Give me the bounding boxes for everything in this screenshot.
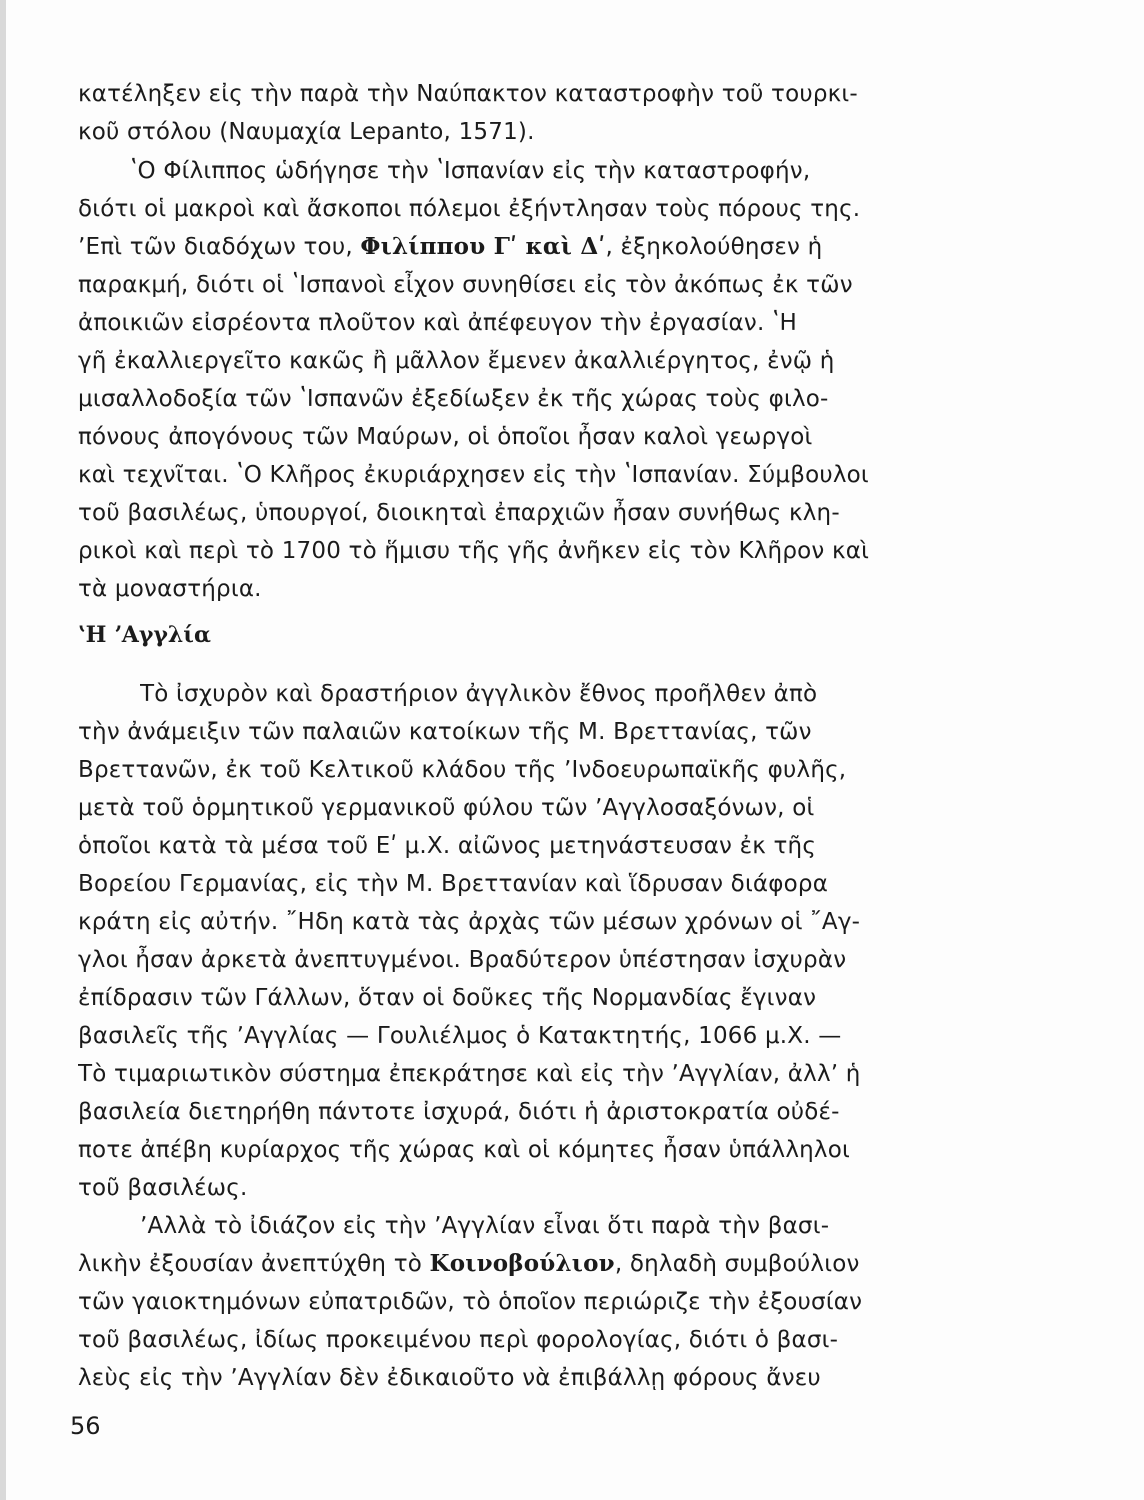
text-line: ἐπίδρασιν τῶν Γάλλων, ὅταν οἱ δοῦκες τῆς Νορμανδίας ἔγιναν	[78, 985, 817, 1011]
text-line: παρακμή, διότι οἱ ʽΙσπανοὶ εἶχον συνηθίσει εἰς τὸν ἀκόπως ἐκ τῶν	[78, 272, 853, 298]
text-line: ἀποικιῶν εἰσρέοντα πλοῦτον καὶ ἀπέφευγον τὴν ἐργασίαν. ʽΗ	[78, 310, 797, 336]
text-line: ʼΑλλὰ τὸ ἰδιάζον εἰς τὴν ʼΑγγλίαν εἶναι ὅτι παρὰ τὴν βασι-	[140, 1213, 830, 1239]
section-heading: ʽΗ ʼΑγγλία	[78, 622, 211, 648]
text-line: ὁποῖοι κατὰ τὰ μέσα τοῦ Εʹ μ.Χ. αἰῶνος μετηνάστευσαν ἐκ τῆς	[78, 833, 817, 859]
text-fragment: , δηλαδὴ συμβούλιον	[614, 1251, 860, 1277]
bold-phrase-philip: Φιλίππου Γʹ καὶ Δʹ	[360, 233, 606, 260]
text-line: καὶ τεχνῖται. ʽΟ Κλῆρος ἐκυριάρχησεν εἰς τὴν ʽΙσπανίαν. Σύμβουλοι	[78, 462, 869, 488]
page-number: 56	[70, 1412, 101, 1440]
text-line: Βρεττανῶν, ἐκ τοῦ Κελτικοῦ κλάδου τῆς ʼΙνδοευρωπαϊκῆς φυλῆς,	[78, 757, 847, 783]
text-line: βασιλεία διετηρήθη πάντοτε ἰσχυρά, διότι ἡ ἀριστοκρατία οὐδέ-	[78, 1099, 840, 1125]
text-line	[78, 1246, 938, 1282]
text-line: ποτε ἀπέβη κυρίαρχος τῆς χώρας καὶ οἱ κόμητες ἦσαν ὑπάλληλοι	[78, 1137, 850, 1163]
text-line: τὰ μοναστήρια.	[78, 576, 262, 602]
text-line: κοῦ στόλου (Ναυμαχία Lepanto, 1571).	[78, 119, 535, 145]
text-line: ρικοὶ καὶ περὶ τὸ 1700 τὸ ἥμισυ τῆς γῆς ἀνῆκεν εἰς τὸν Κλῆρον καὶ	[78, 538, 870, 564]
text-line: τοῦ βασιλέως, ὑπουργοί, διοικηταὶ ἐπαρχιῶν ἦσαν συνήθως κλη-	[78, 500, 840, 526]
text-line: τὴν ἀνάμειξιν τῶν παλαιῶν κατοίκων τῆς Μ. Βρεττανίας, τῶν	[78, 719, 812, 745]
text-line: τοῦ βασιλέως, ἰδίως προκειμένου περὶ φορολογίας, διότι ὁ βασι-	[78, 1327, 839, 1353]
text-line: λεὺς εἰς τὴν ʼΑγγλίαν δὲν ἐδικαιοῦτο νὰ ἐπιβάλλῃ φόρους ἄνευ	[78, 1365, 821, 1391]
text-line: πόνους ἀπογόνους τῶν Μαύρων, οἱ ὁποῖοι ἦσαν καλοὶ γεωργοὶ	[78, 424, 813, 450]
text-line: κατέληξεν εἰς τὴν παρὰ τὴν Ναύπακτον καταστροφὴν τοῦ τουρκι-	[78, 81, 858, 107]
text-line: μετὰ τοῦ ὁρμητικοῦ γερμανικοῦ φύλου τῶν ʼΑγγλοσαξόνων, οἱ	[78, 795, 815, 821]
text-line: τῶν γαιοκτημόνων εὐπατριδῶν, τὸ ὁποῖον περιώριζε τὴν ἐξουσίαν	[78, 1289, 863, 1315]
text-line: ʽΟ Φίλιππος ὡδήγησε τὴν ʽΙσπανίαν εἰς τὴν καταστροφήν,	[130, 158, 811, 184]
text-line: Τὸ ἰσχυρὸν καὶ δραστήριον ἀγγλικὸν ἔθνος προῆλθεν ἀπὸ	[140, 681, 818, 707]
text-line: μισαλλοδοξία τῶν ʽΙσπανῶν ἐξεδίωξεν ἐκ τῆς χώρας τοὺς φιλο-	[78, 386, 829, 412]
text-line: κράτη εἰς αὐτήν. ῎Ηδη κατὰ τὰς ἀρχὰς τῶν μέσων χρόνων οἱ ῎Αγ-	[78, 909, 861, 935]
text-fragment: ʼΕπὶ τῶν διαδόχων του,	[78, 234, 361, 260]
text-line: Βορείου Γερμανίας, εἰς τὴν Μ. Βρεττανίαν καὶ ἵδρυσαν διάφορα	[78, 871, 829, 897]
bold-phrase-parliament: Κοινοβούλιον	[429, 1250, 615, 1277]
text-line	[78, 229, 938, 265]
text-line: γλοι ἦσαν ἀρκετὰ ἀνεπτυγμένοι. Βραδύτερον ὑπέστησαν ἰσχυρὰν	[78, 947, 847, 973]
page-binding-edge	[0, 0, 6, 1500]
text-fragment: λικὴν ἐξουσίαν ἀνεπτύχθη τὸ	[78, 1251, 430, 1277]
text-fragment: , ἐξηκολούθησεν ἡ	[605, 234, 823, 260]
text-line: Τὸ τιμαριωτικὸν σύστημα ἐπεκράτησε καὶ εἰς τὴν ʼΑγγλίαν, ἀλλʼ ἡ	[78, 1061, 861, 1087]
text-line: βασιλεῖς τῆς ʼΑγγλίας — Γουλιέλμος ὁ Κατακτητής, 1066 μ.Χ. —	[78, 1023, 842, 1049]
text-line: γῆ ἐκαλλιεργεῖτο κακῶς ἢ μᾶλλον ἔμενεν ἀκαλλιέργητος, ἐνῷ ἡ	[78, 348, 835, 374]
text-line: διότι οἱ μακροὶ καὶ ἄσκοποι πόλεμοι ἐξήντλησαν τοὺς πόρους της.	[78, 196, 861, 222]
text-line: τοῦ βασιλέως.	[78, 1175, 248, 1201]
